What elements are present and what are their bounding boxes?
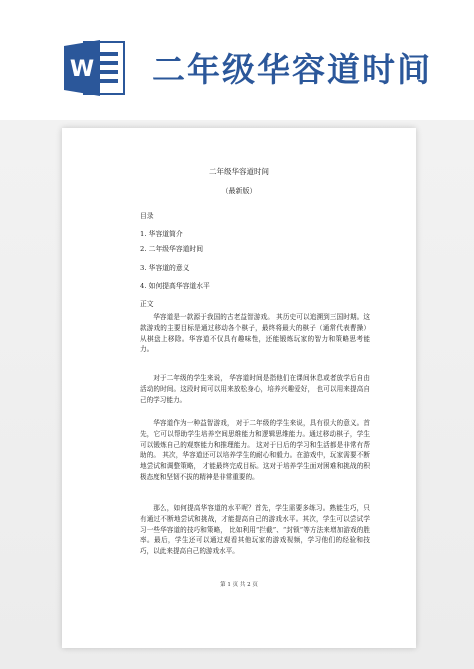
page-number: 第 1 页 共 2 页: [220, 582, 258, 588]
body-paragraph: 华容道作为一种益智游戏， 对于二年级的学生来说，具有很大的意义。首先，它可以帮助学生培养空间思维能力和逻辑思维能力。通过移动棋子，学生可以锻炼自己的观察能力和推理能力。 这对于日后的学习和生活都是非常有帮助的。 其次，华容道还可以培养学生的耐心和毅力。在游戏中，玩家需要不断地尝试和调整策略， 才能最终完成目标。这对于培养学生面对困难和挑战的积极态度和坚韧不拔的精神是非常重要的。: [140, 419, 370, 481]
body-paragraph: 对于二年级的学生来说， 华容道时间是指他们在课间休息或者放学后自由活动的时间。这段时间可以用来放松身心，培养兴趣爱好， 也可以用来提高自己的学习能力。: [140, 374, 370, 404]
document-title: 二年级华容道时间: [209, 167, 269, 176]
banner-title: 二年级华容道时间: [152, 50, 432, 89]
toc-heading: 目录: [140, 212, 154, 220]
toc-item: 3. 华容道的意义: [140, 264, 190, 272]
body-paragraph: 那么，如何提高华容道的水平呢？首先，学生需要多练习。熟能生巧，只有通过不断地尝试和挑战，才能提高自己的游戏水平。其次，学生可以尝试学习一些华容道的技巧和策略， 比如利用“拦截”、“封锁”等方法来增加游戏的胜率。最后，学生还可以通过观看其他玩家的游戏视频，学习他们的经验和技巧，以此来提高自己的游戏水平。: [140, 504, 370, 556]
body-heading: 正文: [140, 300, 154, 308]
body-paragraph: 华容道是一款源于我国的古老益智游戏。 其历史可以追溯到三国时期。这款游戏的主要目标是通过移动各个棋子，最终将最大的棋子（通常代表曹操）从棋盘上移除。华容道不仅具有趣味性，还能锻炼玩家的智力和策略思考能力。: [140, 313, 370, 354]
banner: [0, 0, 474, 120]
document-page: [62, 128, 416, 648]
document-subtitle: （最新版）: [221, 187, 257, 195]
toc-item: 4. 如何提高华容道水平: [140, 282, 210, 290]
word-doc-icon: [62, 38, 128, 98]
word-logo-letter: W: [69, 57, 95, 82]
toc-item: 2. 二年级华容道时间: [140, 245, 204, 253]
toc-item: 1. 华容道简介: [140, 230, 183, 238]
